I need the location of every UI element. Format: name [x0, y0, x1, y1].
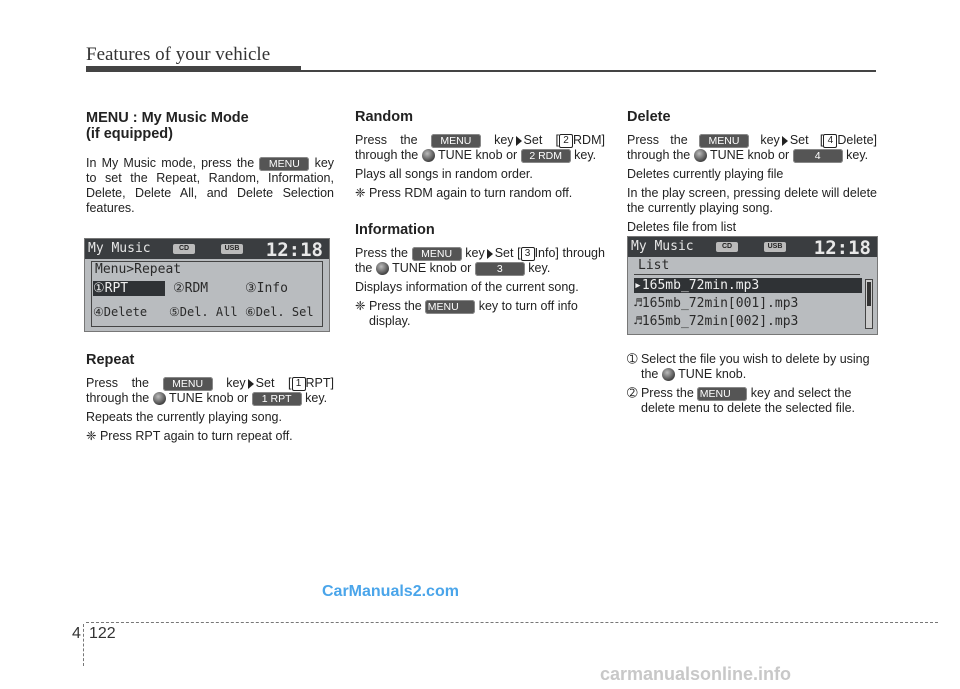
number-3-icon: 3 — [521, 247, 535, 261]
repeat-description: Repeats the currently playing song. — [86, 410, 282, 424]
tune-knob-icon — [662, 368, 675, 381]
lcd-clock: 12:18 — [265, 239, 323, 261]
number-4-icon: 4 — [823, 134, 837, 148]
tune-knob-icon — [153, 392, 166, 405]
delete-step-1: ➀ Select the file you wish to delete by using the TUNE knob. — [627, 352, 870, 381]
header-rule — [301, 70, 876, 72]
number-2-icon: 2 — [559, 134, 573, 148]
arrow-right-icon — [248, 379, 254, 389]
info-instructions: Press the MENU key Set [ 3 Info] through the TUNE knob or 3 key. — [355, 246, 605, 275]
menu-key-icon: MENU — [163, 377, 213, 391]
tune-knob-icon — [694, 149, 707, 162]
menu-item-info: ③Info — [245, 281, 288, 296]
file-item-selected: ▸165mb_72min.mp3 — [634, 278, 862, 293]
column-random-info — [355, 110, 605, 333]
key-3-icon: 3 — [475, 262, 525, 276]
list-label: List — [638, 258, 670, 273]
arrow-right-icon — [782, 136, 788, 146]
lcd-clock: 12:18 — [813, 237, 871, 259]
section-heading-delete: Delete — [627, 109, 671, 125]
file-item: ♬165mb_72min[002].mp3 — [634, 314, 799, 329]
key-4-icon: 4 — [793, 149, 843, 163]
section-heading-repeat: Repeat — [86, 352, 135, 368]
arrow-right-icon — [516, 136, 522, 146]
rpt-key-icon: 1 RPT — [252, 392, 302, 406]
menu-item-del-sel: ⑥Del. Sel — [245, 305, 314, 319]
page-number: 122 — [89, 625, 116, 642]
menu-key-icon: MENU — [412, 247, 462, 261]
menu-key-icon: MENU — [699, 134, 749, 148]
watermark-carmanuals2: CarManuals2.com — [322, 583, 459, 600]
delete-description-1: Deletes currently playing file — [627, 167, 784, 181]
section-heading-random: Random — [355, 109, 413, 125]
chapter-number: 4 — [72, 625, 81, 642]
menu-item-delete: ④Delete — [93, 305, 148, 319]
usb-badge: USB — [764, 242, 786, 252]
watermark-carmanualsonline: carmanualsonline.info — [600, 664, 792, 684]
column-my-music — [86, 110, 334, 220]
tune-knob-icon — [422, 149, 435, 162]
menu-item-del-all: ⑤Del. All — [169, 305, 238, 319]
arrow-right-icon — [487, 249, 493, 259]
lcd-title: My Music — [631, 239, 694, 254]
delete-step-2: ➁ Press the MENU key and select the delete menu to delete the selected file. — [627, 386, 856, 415]
column-delete — [627, 110, 877, 239]
cd-badge: CD — [716, 242, 738, 252]
page-header-title: Features of your vehicle — [86, 44, 271, 65]
file-item: ♬165mb_72min[001].mp3 — [634, 296, 799, 311]
section-heading-information: Information — [355, 222, 435, 238]
section-heading-my-music: MENU : My Music Mode (if equipped) — [86, 110, 249, 142]
delete-steps — [627, 352, 877, 420]
lcd-file-list-screen — [627, 236, 878, 335]
menu-key-icon: MENU — [425, 300, 475, 314]
menu-key-icon: MENU — [431, 134, 481, 148]
number-1-icon: 1 — [292, 377, 306, 391]
delete-instructions: Press the MENU key Set [ 4 Delete] through the TUNE knob or 4 key. — [627, 133, 877, 162]
delete-description-3: Deletes file from list — [627, 220, 737, 234]
list-scrollbar — [865, 279, 873, 329]
repeat-note: ❈ Press RPT again to turn repeat off. — [86, 429, 293, 443]
usb-badge: USB — [221, 244, 243, 254]
header-bar — [86, 66, 301, 72]
rdm-key-icon: 2 RDM — [521, 149, 571, 163]
repeat-instructions: Press the MENU key Set [ 1 RPT] through the TUNE knob or 1 RPT key. — [86, 376, 334, 405]
lcd-title: My Music — [88, 241, 151, 256]
delete-description-2: In the play screen, pressing delete will delete the currently playing song. — [627, 186, 877, 215]
menu-key-icon: MENU — [697, 387, 747, 401]
cd-badge: CD — [173, 244, 195, 254]
tune-knob-icon — [376, 262, 389, 275]
repeat-section — [86, 353, 334, 448]
random-description: Plays all songs in random order. — [355, 167, 533, 181]
random-note: ❈ Press RDM again to turn random off. — [355, 186, 573, 200]
info-description: Displays information of the current song. — [355, 280, 579, 294]
lcd-menu-repeat-screen — [84, 238, 330, 332]
menu-path: Menu>Repeat — [95, 262, 182, 277]
menu-key-icon: MENU — [259, 157, 309, 171]
intro-paragraph: In My Music mode, press the MENU key to set the Repeat, Random, Information, Delete, Delete All, and Delete Selection features. — [86, 156, 335, 215]
random-instructions: Press the MENU key Set [ 2 RDM] through the TUNE knob or 2 RDM key. — [355, 133, 605, 162]
menu-item-rpt: ①RPT — [93, 281, 165, 296]
menu-item-rdm: ②RDM — [173, 281, 209, 296]
footer-rule — [86, 622, 938, 623]
info-note: ❈ Press the MENU key to turn off info display. — [355, 299, 578, 328]
footer-divider — [83, 624, 84, 666]
